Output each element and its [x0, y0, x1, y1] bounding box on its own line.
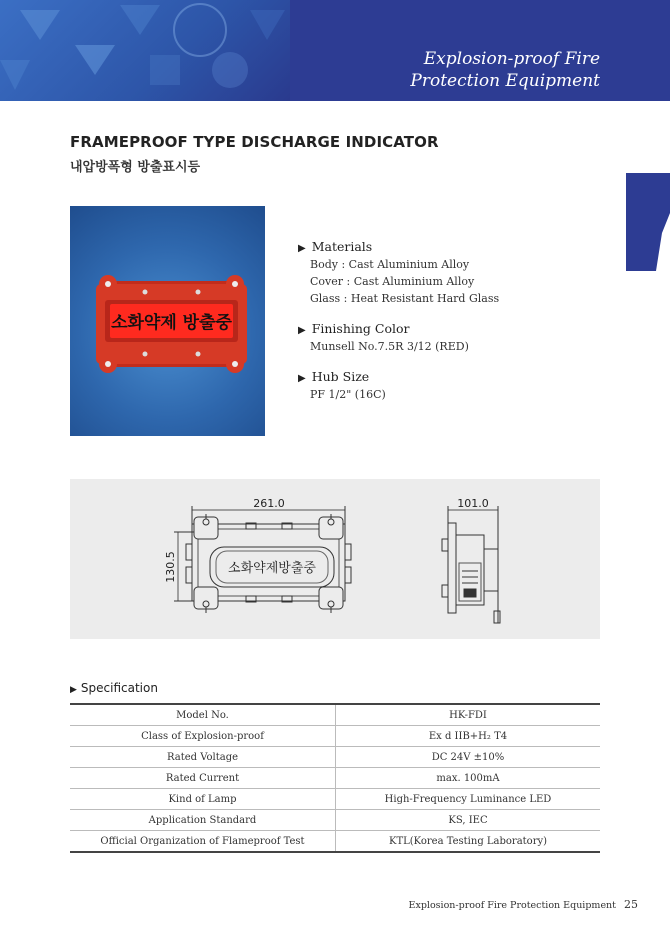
materials-line: Body : Cast Aluminium Alloy	[310, 258, 470, 271]
row-value: DC 24V ±10%	[336, 747, 601, 768]
row-label: Application Standard	[70, 810, 336, 831]
discharge-indicator-image	[70, 206, 265, 436]
header-banner	[0, 0, 670, 101]
banner-shapes-graphic	[0, 0, 290, 101]
table-row	[70, 768, 600, 789]
specification-heading	[70, 681, 158, 695]
hub-heading	[298, 368, 598, 386]
table-row	[70, 789, 600, 810]
row-label: Rated Current	[70, 768, 336, 789]
row-label: Official Organization of Flameproof Test	[70, 831, 336, 853]
finishing-line: Munsell No.7.5R 3/12 (RED)	[310, 340, 469, 353]
panel-text: 소화약제방출중	[228, 561, 316, 576]
materials-heading-label: Materials	[311, 239, 373, 254]
materials-heading	[298, 238, 598, 256]
page-number: 25	[624, 898, 638, 911]
row-label: Kind of Lamp	[70, 789, 336, 810]
drawing-graphic	[70, 479, 600, 639]
finishing-heading	[298, 320, 598, 338]
triangle-bullet-icon: ▶	[298, 243, 306, 254]
materials-line: Cover : Cast Aluminium Alloy	[310, 275, 475, 288]
dimension-drawing	[70, 479, 600, 639]
product-photo	[70, 206, 265, 436]
page-footer	[409, 898, 638, 911]
row-value: max. 100mA	[336, 768, 601, 789]
triangle-bullet-icon: ▶	[298, 373, 306, 384]
height-dimension: 130.5	[164, 551, 177, 583]
row-value: KS, IEC	[336, 810, 601, 831]
row-label: Class of Explosion-proof	[70, 726, 336, 747]
row-label: Model No.	[70, 704, 336, 726]
materials-line: Glass : Heat Resistant Hard Glass	[310, 292, 500, 305]
table-row	[70, 810, 600, 831]
triangle-bullet-icon: ▶	[298, 325, 306, 336]
banner-title	[340, 48, 600, 92]
materials-section	[298, 238, 598, 403]
hub-line: PF 1/2" (16C)	[310, 388, 386, 401]
row-value: KTL(Korea Testing Laboratory)	[336, 831, 601, 853]
row-label: Rated Voltage	[70, 747, 336, 768]
row-value: Ex d IIB+H₂ T4	[336, 726, 601, 747]
product-title: FRAMEPROOF TYPE DISCHARGE INDICATOR	[70, 133, 439, 151]
hub-heading-label: Hub Size	[311, 369, 370, 384]
banner-title-line2: Protection Equipment	[410, 71, 600, 91]
finishing-heading-label: Finishing Color	[311, 321, 410, 336]
table-row	[70, 831, 600, 853]
specification-table	[70, 703, 600, 853]
tab-fold-graphic	[626, 173, 670, 271]
banner-title-line1: Explosion-proof Fire	[423, 49, 600, 69]
table-row	[70, 747, 600, 768]
banner-pattern	[0, 0, 290, 101]
chapter-tab	[626, 173, 670, 271]
footer-text: Explosion-proof Fire Protection Equipment	[408, 900, 616, 911]
sign-text: 소화약제 방출중	[111, 313, 232, 333]
specification-heading-label: Specification	[80, 681, 158, 695]
width-dimension: 261.0	[253, 497, 285, 510]
triangle-bullet-icon: ▶	[70, 685, 77, 695]
row-value: High-Frequency Luminance LED	[336, 789, 601, 810]
product-subtitle: 내압방폭형 방출표시등	[70, 160, 201, 175]
table-row	[70, 726, 600, 747]
depth-dimension: 101.0	[457, 497, 489, 510]
table-row	[70, 704, 600, 726]
row-value: HK-FDI	[336, 704, 601, 726]
